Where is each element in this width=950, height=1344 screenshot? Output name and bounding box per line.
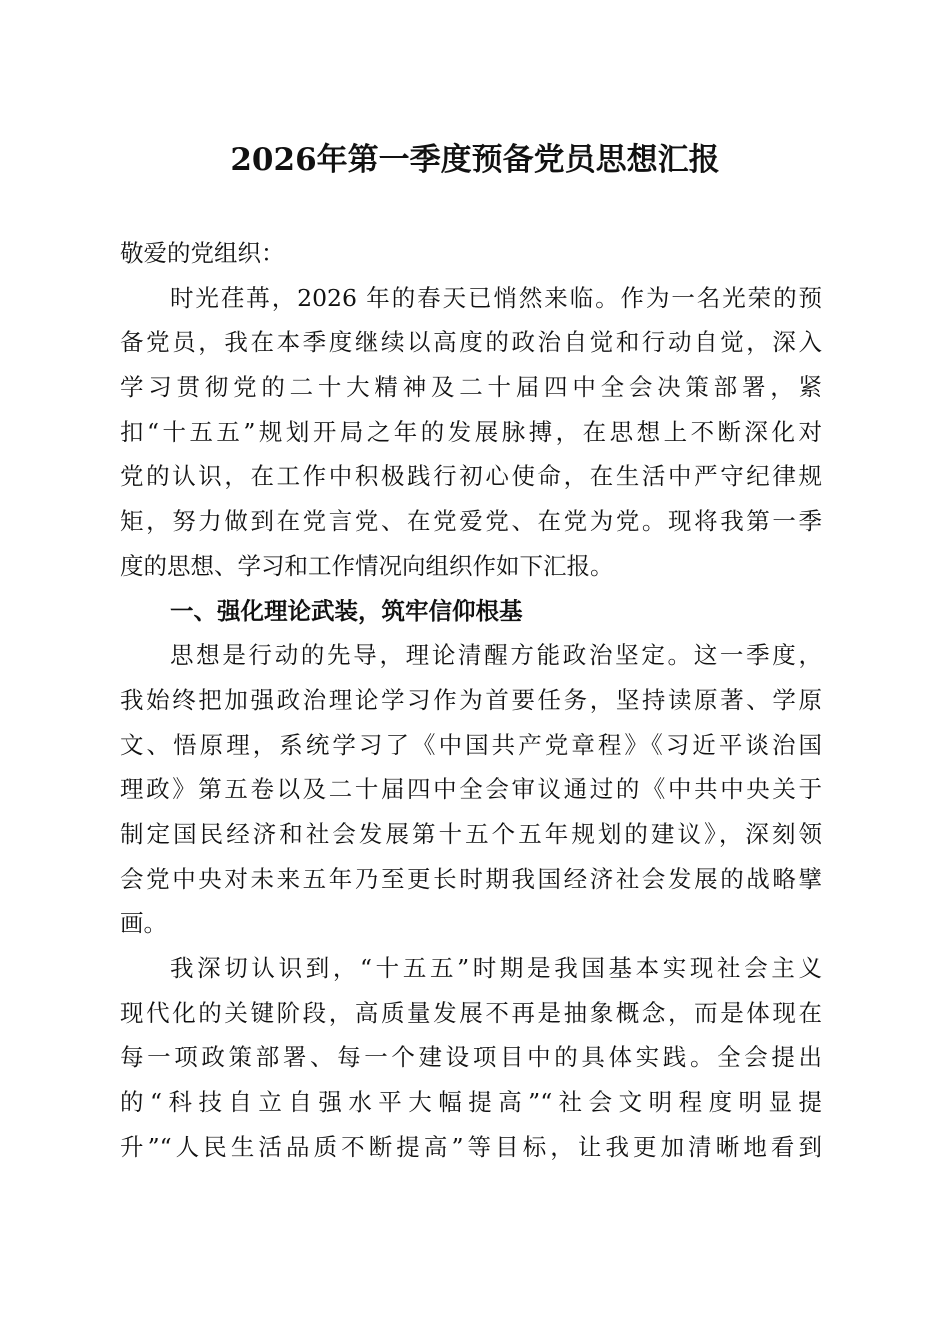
paragraph <box>120 276 822 589</box>
text-line: 会党中央对未来五年乃至更长时期我国经济社会发展的战略擘 <box>120 864 822 893</box>
text-line: 思想是行动的先导，理论清醒方能政治坚定。这一季度， <box>170 641 822 670</box>
text-line: 现代化的关键阶段，高质量发展不再是抽象概念，而是体现在 <box>120 998 822 1027</box>
text-line: 我始终把加强政治理论学习作为首要任务，坚持读原著、学原 <box>120 685 822 714</box>
paragraph <box>120 633 822 946</box>
text-line: 学习贯彻党的二十大精神及二十届四中全会决策部署，紧 <box>120 373 822 402</box>
text-line: 我深切认识到，“十五五”时期是我国基本实现社会主义 <box>170 954 822 982</box>
text-line: 文、悟原理，系统学习了《中国共产党章程》《习近平谈治国 <box>120 730 822 759</box>
text-line: 升”“人民生活品质不断提高”等目标，让我更加清晰地看到 <box>120 1132 822 1161</box>
document-title: 2026年第一季度预备党员思想汇报 <box>230 142 720 178</box>
text-line: 制定国民经济和社会发展第十五个五年规划的建议》，深刻领 <box>120 819 822 848</box>
section-heading <box>120 589 822 634</box>
text-line: 敬爱的党组织： <box>120 239 285 267</box>
text-line: 的“科技自立自强水平大幅提高”“社会文明程度明显提 <box>120 1088 822 1117</box>
text-line: 画。 <box>120 909 167 938</box>
text-line: 扣“十五五”规划开局之年的发展脉搏，在思想上不断深化对 <box>120 417 822 446</box>
text-line: 一、强化理论武装，筑牢信仰根基 <box>170 596 523 625</box>
salutation <box>120 231 822 276</box>
text-line: 党的认识，在工作中积极践行初心使命，在生活中严守纪律规 <box>120 462 822 491</box>
text-line: 理政》第五卷以及二十届四中全会审议通过的《中共中央关于 <box>120 775 822 804</box>
text-line: 矩，努力做到在党言党、在党爱党、在党为党。现将我第一季 <box>120 507 822 536</box>
paragraph <box>120 946 822 1169</box>
text-line: 度的思想、学习和工作情况向组织作如下汇报。 <box>120 551 614 580</box>
text-line: 每一项政策部署、每一个建设项目中的具体实践。全会提出 <box>120 1043 822 1072</box>
document-body <box>120 231 822 1169</box>
text-line: 备党员，我在本季度继续以高度的政治自觉和行动自觉，深入 <box>120 328 822 357</box>
text-line: 时光荏苒，2026 年的春天已悄然来临。作为一名光荣的预 <box>170 283 822 312</box>
